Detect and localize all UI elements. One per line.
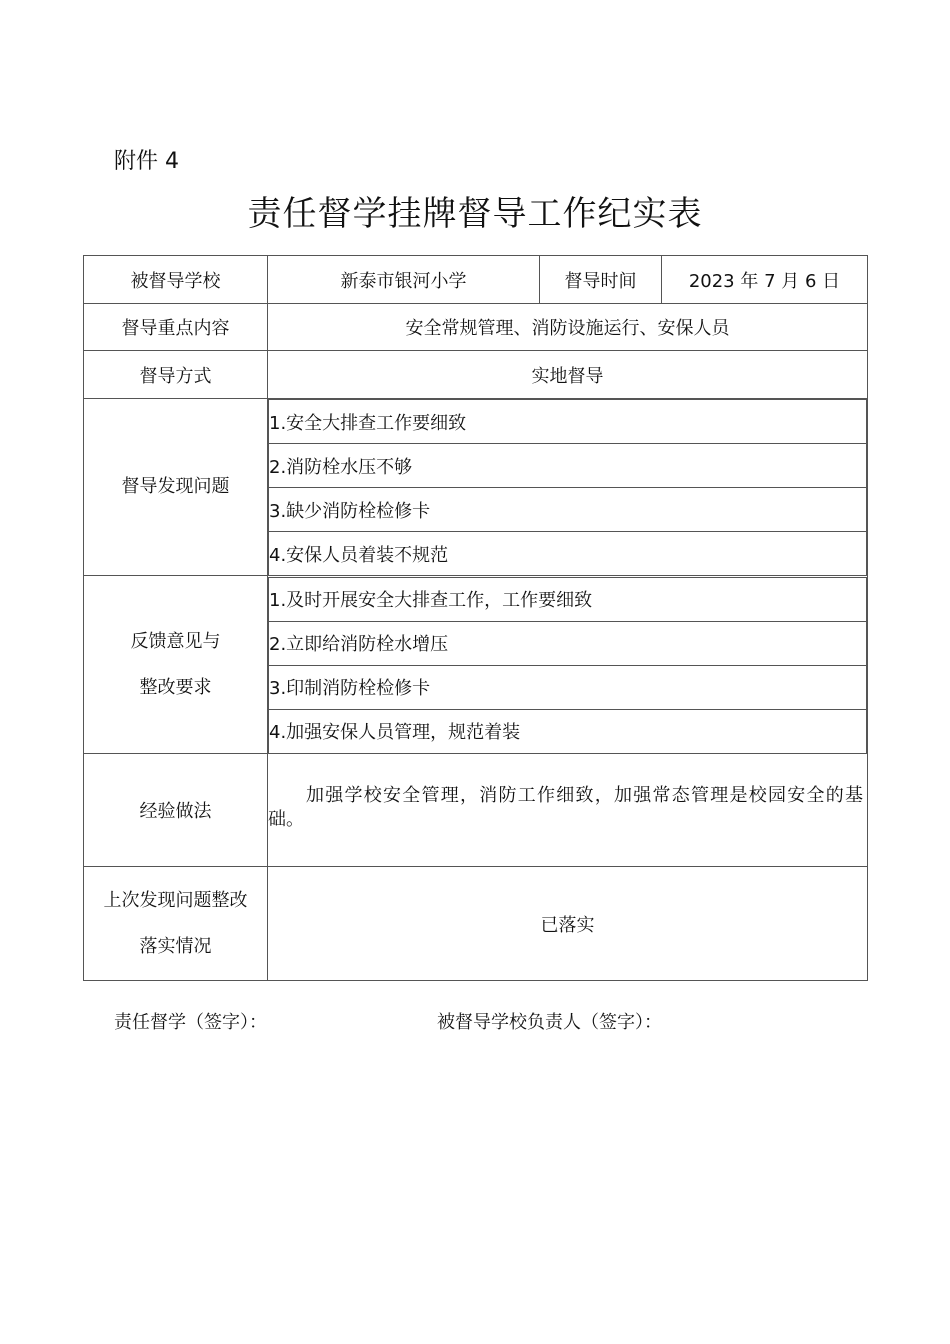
feedback-label xyxy=(84,576,268,754)
problem-item: 3.缺少消防栓检修卡 xyxy=(269,488,867,532)
feedback-item: 1.及时开展安全大排查工作，工作要细致 xyxy=(269,577,867,621)
last-value: 已落实 xyxy=(268,867,868,981)
time-label: 督导时间 xyxy=(540,256,662,304)
focus-label: 督导重点内容 xyxy=(84,304,268,351)
experience-value: 加强学校安全管理，消防工作细致，加强常态管理是校园安全的基础。 xyxy=(268,754,868,867)
feedback-label-line2: 整改要求 xyxy=(139,676,212,698)
school-head-signature-label: 被督导学校负责人（签字）： xyxy=(437,1012,662,1033)
time-value: 2023 年 7 月 6 日 xyxy=(662,256,868,304)
feedback-list xyxy=(268,576,868,754)
feedback-item: 4.加强安保人员管理，规范着装 xyxy=(269,709,867,753)
feedback-item: 3.印制消防栓检修卡 xyxy=(269,665,867,709)
supervisor-signature-label: 责任督学（签字）： xyxy=(114,1012,267,1033)
experience-label: 经验做法 xyxy=(84,754,268,867)
problem-item: 4.安保人员着装不规范 xyxy=(269,532,867,576)
school-value: 新泰市银河小学 xyxy=(268,256,540,304)
last-label xyxy=(84,867,268,981)
problem-item: 1.安全大排查工作要细致 xyxy=(269,400,867,444)
focus-value: 安全常规管理、消防设施运行、安保人员 xyxy=(268,304,868,351)
method-value: 实地督导 xyxy=(268,351,868,399)
attachment-label: 附件 4 xyxy=(114,149,179,174)
last-label-line2: 落实情况 xyxy=(139,935,212,957)
feedback-item: 2.立即给消防栓水增压 xyxy=(269,621,867,665)
page-title: 责任督学挂牌督导工作纪实表 xyxy=(247,194,703,234)
feedback-label-line1: 反馈意见与 xyxy=(130,630,221,652)
problems-label: 督导发现问题 xyxy=(84,399,268,576)
method-label: 督导方式 xyxy=(84,351,268,399)
last-label-line1: 上次发现问题整改 xyxy=(103,889,248,911)
problems-list xyxy=(268,399,868,576)
school-label: 被督导学校 xyxy=(84,256,268,304)
problem-item: 2.消防栓水压不够 xyxy=(269,444,867,488)
record-table xyxy=(83,255,868,981)
